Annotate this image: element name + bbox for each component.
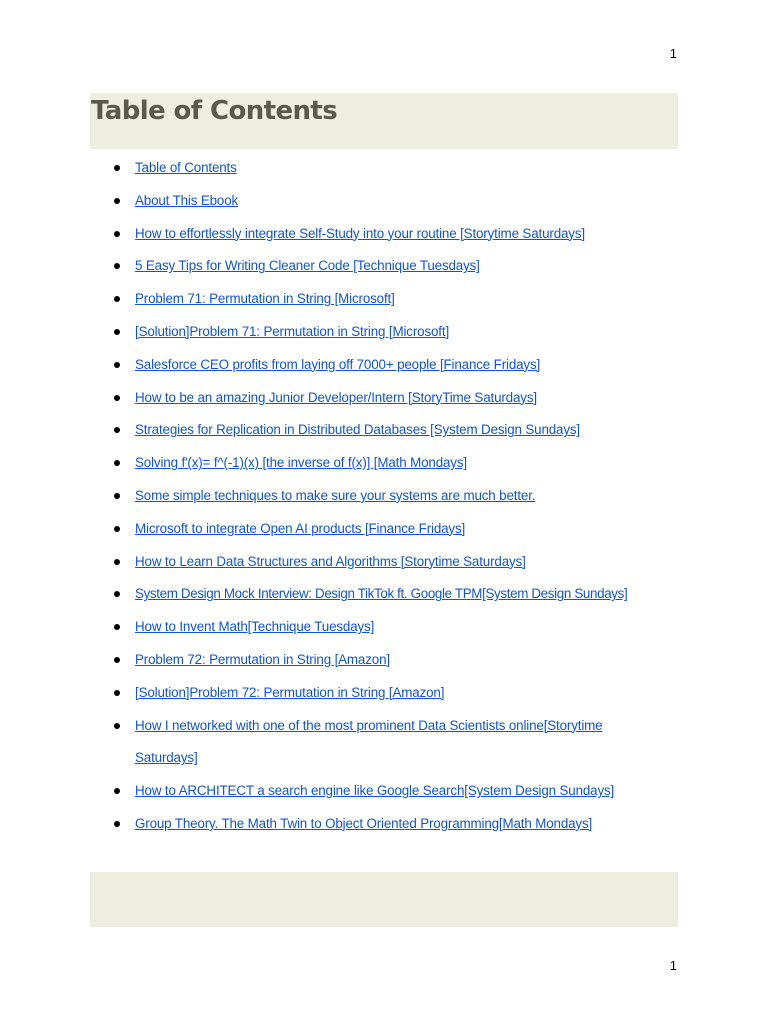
toc-item bbox=[90, 283, 690, 316]
bullet-icon bbox=[114, 690, 120, 696]
toc-link[interactable]: 5 Easy Tips for Writing Cleaner Code [Technique Tuesdays] bbox=[135, 258, 480, 274]
bullet-icon bbox=[114, 165, 120, 171]
toc-link[interactable]: Group Theory. The Math Twin to Object Oriented Programming[Math Mondays] bbox=[135, 815, 593, 831]
toc-link[interactable]: How to be an amazing Junior Developer/Intern [StoryTime Saturdays] bbox=[135, 389, 537, 405]
toc-item bbox=[90, 710, 645, 776]
bullet-icon bbox=[114, 263, 120, 269]
toc-link[interactable]: Table of Contents bbox=[135, 160, 237, 175]
toc-item bbox=[90, 808, 690, 841]
bullet-icon bbox=[114, 723, 120, 729]
toc-link[interactable]: System Design Mock Interview: Design TikTok ft. Google TPM[System Design Sundays] bbox=[135, 586, 628, 602]
bullet-icon bbox=[114, 493, 120, 499]
bullet-icon bbox=[114, 788, 120, 794]
footer-band bbox=[90, 872, 678, 927]
bullet-icon bbox=[114, 624, 120, 630]
toc-item bbox=[90, 578, 690, 611]
bullet-icon bbox=[114, 198, 120, 204]
toc-link[interactable]: How to Invent Math[Technique Tuesdays] bbox=[135, 619, 375, 635]
toc-item bbox=[90, 250, 690, 283]
toc-link[interactable]: Problem 72: Permutation in String [Amazon] bbox=[135, 651, 390, 667]
toc-item bbox=[90, 316, 690, 349]
toc-link[interactable]: About This Ebook bbox=[135, 192, 239, 208]
bullet-icon bbox=[114, 231, 120, 237]
toc-item bbox=[90, 775, 690, 808]
toc-item bbox=[90, 414, 690, 447]
toc-item bbox=[90, 447, 690, 480]
bullet-icon bbox=[114, 427, 120, 433]
toc-link[interactable]: [Solution]Problem 72: Permutation in String [Amazon] bbox=[135, 684, 445, 700]
table-of-contents-list bbox=[90, 152, 690, 841]
toc-item bbox=[90, 382, 690, 415]
bullet-icon bbox=[114, 362, 120, 368]
toc-link[interactable]: Microsoft to integrate Open AI products [Finance Fridays] bbox=[135, 520, 466, 536]
toc-item bbox=[90, 152, 690, 185]
bullet-icon bbox=[114, 526, 120, 532]
bullet-icon bbox=[114, 296, 120, 302]
bullet-icon bbox=[114, 657, 120, 663]
toc-link[interactable]: Problem 71: Permutation in String [Microsoft] bbox=[135, 291, 395, 307]
toc-link[interactable]: How to ARCHITECT a search engine like Google Search[System Design Sundays] bbox=[135, 783, 615, 799]
toc-item bbox=[90, 677, 690, 710]
title-band bbox=[90, 93, 678, 149]
toc-item bbox=[90, 349, 690, 382]
bullet-icon bbox=[114, 395, 120, 401]
toc-link[interactable]: How to effortlessly integrate Self-Study into your routine [Storytime Saturdays] bbox=[135, 225, 585, 241]
toc-item bbox=[90, 218, 690, 251]
toc-item bbox=[90, 611, 690, 644]
toc-link[interactable]: Strategies for Replication in Distributed Databases [System Design Sundays] bbox=[135, 422, 580, 438]
toc-link[interactable]: Salesforce CEO profits from laying off 7000+ people [Finance Fridays] bbox=[135, 356, 541, 372]
toc-link[interactable]: How I networked with one of the most prominent Data Scientists online[Storytime Saturdays] bbox=[135, 717, 603, 766]
page-title: Table of Contents bbox=[91, 96, 338, 126]
toc-item bbox=[90, 546, 690, 579]
bullet-icon bbox=[114, 329, 120, 335]
bullet-icon bbox=[114, 821, 120, 827]
toc-item bbox=[90, 513, 690, 546]
page-number-bottom: 1 bbox=[669, 958, 677, 973]
page-number-top: 1 bbox=[669, 46, 677, 61]
bullet-icon bbox=[114, 591, 120, 597]
toc-link[interactable]: [Solution]Problem 71: Permutation in String [Microsoft] bbox=[135, 323, 450, 339]
toc-link[interactable]: Some simple techniques to make sure your systems are much better. bbox=[135, 487, 536, 503]
toc-item bbox=[90, 644, 690, 677]
bullet-icon bbox=[114, 460, 120, 466]
bullet-icon bbox=[114, 559, 120, 565]
toc-link[interactable]: Solving f'(x)= f^(-1)(x) [the inverse of f(x)] [Math Mondays] bbox=[135, 455, 467, 471]
toc-item bbox=[90, 480, 690, 513]
toc-item bbox=[90, 185, 690, 218]
toc-link[interactable]: How to Learn Data Structures and Algorithms [Storytime Saturdays] bbox=[135, 553, 526, 569]
